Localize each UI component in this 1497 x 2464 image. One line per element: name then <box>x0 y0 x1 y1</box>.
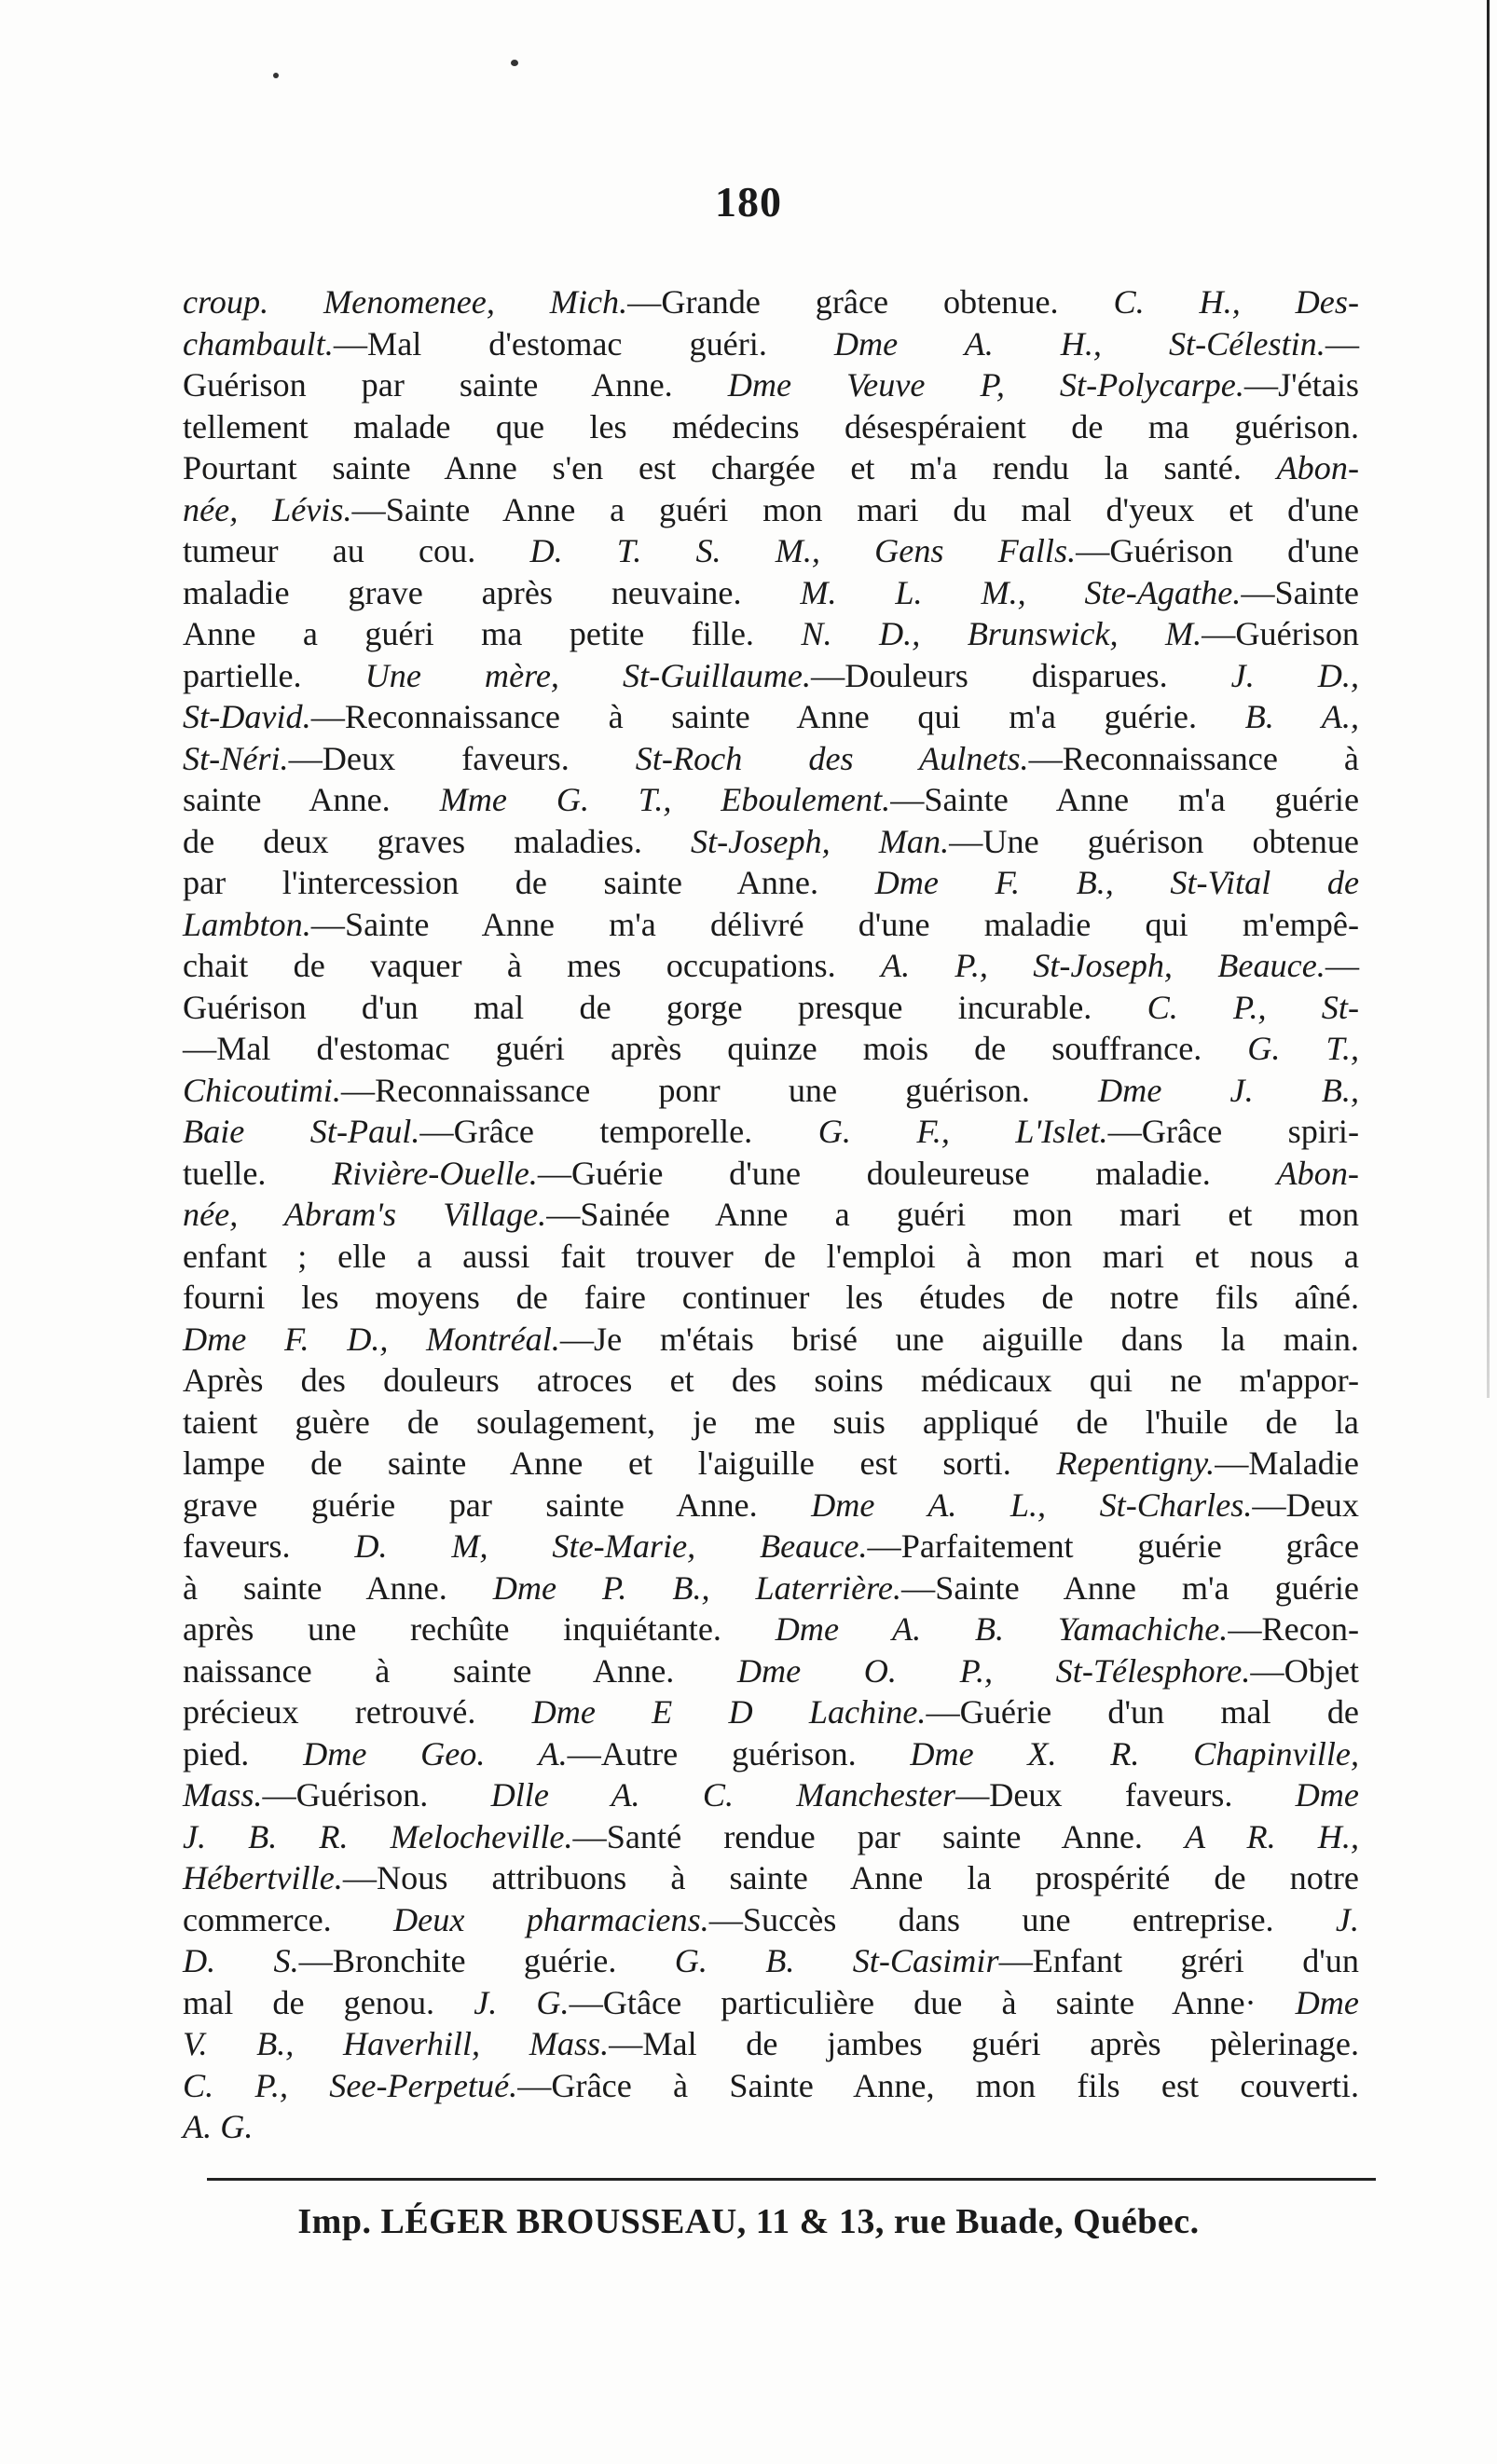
text-segment: — <box>1325 947 1359 984</box>
italic-name-segment: Dme X. R. Chapinville, <box>910 1734 1359 1773</box>
text-line <box>183 779 1359 821</box>
text-line <box>183 655 1359 697</box>
text-line <box>183 1319 1359 1361</box>
text-line <box>183 1028 1359 1070</box>
italic-name-segment: Dme <box>1295 1776 1359 1814</box>
text-segment: mal de genou. <box>183 1983 474 2021</box>
italic-name-segment: Une mère, St-Guillaume. <box>364 656 812 694</box>
italic-name-segment: J. B. R. Melocheville. <box>183 1817 573 1855</box>
text-segment: —Guérison d'une <box>1076 532 1360 569</box>
italic-name-segment: Lambton. <box>183 905 311 943</box>
italic-name-segment: St-Néri. <box>183 739 289 777</box>
italic-name-segment: Repentigny. <box>1056 1444 1215 1482</box>
text-line <box>183 1940 1359 1982</box>
text-line <box>183 1194 1359 1236</box>
italic-name-segment: Abon- <box>1276 1154 1359 1192</box>
text-segment: —Deux faveurs. <box>955 1776 1296 1814</box>
text-segment: —Grâce temporelle. <box>419 1113 818 1150</box>
italic-name-segment: Baie St-Paul. <box>183 1113 420 1150</box>
italic-name-segment: Dme F. B., St-Vital de <box>874 864 1360 901</box>
italic-name-segment: St-Roch des Aulnets. <box>635 739 1029 777</box>
text-segment: —Grande grâce obtenue. <box>627 283 1114 321</box>
text-line <box>183 1567 1359 1609</box>
text-line <box>183 1982 1359 2024</box>
text-segment: —Grâce à Sainte Anne, mon fils est couverti. <box>517 2066 1359 2104</box>
italic-name-segment: A R. H., <box>1185 1817 1359 1855</box>
italic-name-segment: A. P., St-Joseph, Beauce. <box>880 947 1325 984</box>
text-line <box>183 904 1359 946</box>
text-segment: —Autre guérison. <box>567 1734 911 1773</box>
testimonial-text-block <box>183 281 1359 2148</box>
text-segment: faveurs. <box>183 1527 355 1565</box>
text-segment: —Guérison. <box>262 1776 491 1814</box>
text-segment: lampe de sainte Anne et l'aiguille est sorti. <box>183 1444 1057 1482</box>
text-line <box>183 1070 1359 1112</box>
italic-name-segment: G. T., <box>1247 1030 1359 1067</box>
text-line <box>183 1526 1359 1567</box>
italic-name-segment: Dme F. D., Montréal. <box>183 1320 560 1358</box>
text-segment: naissance à sainte Anne. <box>183 1651 737 1690</box>
text-line <box>183 323 1359 365</box>
text-segment: par l'intercession de sainte Anne. <box>183 864 875 901</box>
italic-name-segment: Mass. <box>183 1776 263 1814</box>
printer-imprint: Imp. LÉGER BROUSSEAU, 11 & 13, rue Buade, Québec. <box>297 2202 1200 2241</box>
text-segment: à sainte Anne. <box>183 1568 493 1607</box>
text-segment: —Reconnaissance à <box>1028 739 1359 777</box>
italic-name-segment: Dlle A. C. Manchester <box>490 1776 956 1814</box>
text-line <box>183 1111 1359 1153</box>
text-segment: —Gtâce particulière due à sainte Anne· <box>569 1983 1296 2021</box>
text-line <box>183 696 1359 738</box>
text-line <box>183 2065 1359 2107</box>
italic-name-segment: C. H., Des- <box>1113 283 1359 321</box>
italic-name-segment: Dme Geo. A. <box>303 1734 568 1773</box>
italic-name-segment: C. P., See-Perpetué. <box>183 2066 518 2104</box>
text-segment: partielle. <box>183 656 365 694</box>
text-line <box>183 945 1359 987</box>
italic-name-segment: Abon- <box>1276 449 1359 486</box>
italic-name-segment: croup. Menomenee, Mich. <box>183 283 628 321</box>
page-number: 180 <box>715 178 782 226</box>
text-segment: pied. <box>183 1734 304 1773</box>
text-line <box>183 1691 1359 1733</box>
text-segment: —Maladie <box>1215 1444 1359 1482</box>
italic-name-segment: Dme O. P., St-Télesphore. <box>736 1651 1251 1690</box>
text-segment: —Guérison <box>1202 615 1360 652</box>
text-line <box>183 572 1359 614</box>
text-segment: —Sainte Anne m'a guérie <box>890 781 1360 818</box>
italic-name-segment: née, Lévis. <box>183 490 352 528</box>
text-line <box>183 613 1359 655</box>
text-segment: — <box>1325 324 1359 363</box>
text-line <box>183 1816 1359 1858</box>
text-segment: grave guérie par sainte Anne. <box>183 1485 812 1524</box>
text-line <box>183 2106 1359 2148</box>
text-segment: tellement malade que les médecins désespéraient de ma guérison. <box>183 407 1359 445</box>
scan-speck <box>273 73 279 78</box>
text-line <box>183 364 1359 406</box>
italic-name-segment: chambault. <box>183 324 334 363</box>
italic-name-segment: Dme Veuve P, St-Polycarpe. <box>727 366 1244 404</box>
text-segment: —Reconnaissance ponr une guérison. <box>340 1071 1099 1109</box>
text-segment: —Guérie d'une douleureuse maladie. <box>537 1154 1277 1192</box>
text-line <box>183 1608 1359 1650</box>
text-line <box>183 1774 1359 1816</box>
text-segment: —Grâce spiri- <box>1107 1113 1359 1150</box>
italic-name-segment: Rivière-Ouelle. <box>332 1154 538 1192</box>
italic-name-segment: J. <box>1335 1900 1360 1938</box>
text-segment: —Sainte <box>1241 573 1359 611</box>
text-segment: sainte Anne. <box>183 781 440 818</box>
text-line <box>183 2023 1359 2065</box>
text-segment: —Parfaitement guérie grâce <box>867 1527 1360 1565</box>
text-line <box>183 1277 1359 1319</box>
text-segment: —Une guérison obtenue <box>949 822 1359 860</box>
text-segment: —Sainte Anne m'a délivré d'une maladie qui m'empê- <box>310 905 1359 943</box>
text-segment: Après des douleurs atroces et des soins médicaux qui ne m'appor- <box>183 1362 1359 1399</box>
italic-name-segment: D. S. <box>183 1942 299 1979</box>
italic-name-segment: Hébertville. <box>183 1859 343 1896</box>
text-line <box>183 1402 1359 1444</box>
text-line <box>183 1360 1359 1402</box>
text-segment: —Douleurs disparues. <box>811 656 1231 694</box>
horizontal-rule <box>207 2178 1376 2181</box>
text-line <box>183 1857 1359 1899</box>
text-segment: —Sainte Anne m'a guérie <box>901 1568 1359 1607</box>
text-line <box>183 489 1359 531</box>
text-segment: Guérison par sainte Anne. <box>183 366 728 404</box>
text-line <box>183 406 1359 448</box>
italic-name-segment: St-Joseph, Man. <box>690 822 950 860</box>
text-line <box>183 1443 1359 1485</box>
text-segment: —Enfant gréri d'un <box>998 1942 1359 1979</box>
text-segment: —Mal d'estomac guéri après quinze mois de souffrance. <box>183 1030 1248 1067</box>
italic-name-segment: née, Abram's Village. <box>183 1196 547 1233</box>
scan-speck <box>511 60 518 66</box>
text-line <box>183 1153 1359 1195</box>
text-line <box>183 738 1359 780</box>
italic-name-segment: Chicoutimi. <box>183 1071 341 1109</box>
text-segment: fourni les moyens de faire continuer les études de notre fils aîné. <box>183 1279 1359 1316</box>
text-segment: taient guère de soulagement, je me suis appliqué de l'huile de la <box>183 1403 1359 1441</box>
text-segment: précieux retrouvé. <box>183 1693 532 1731</box>
text-segment: —Mal d'estomac guéri. <box>333 324 834 363</box>
italic-name-segment: Mme G. T., Eboulement. <box>439 781 891 818</box>
text-segment: —Guérie d'un mal de <box>926 1693 1359 1731</box>
text-segment: —Santé rendue par sainte Anne. <box>572 1817 1186 1855</box>
italic-name-segment: D. T. S. M., Gens Falls. <box>529 532 1077 569</box>
italic-name-segment: Dme P. B., Laterrière. <box>492 1568 902 1607</box>
text-segment: enfant ; elle a aussi fait trouver de l'emploi à mon mari et nous a <box>183 1237 1359 1275</box>
italic-name-segment: G. B. St-Casimir <box>674 1942 999 1979</box>
text-line <box>183 1650 1359 1692</box>
text-segment: Pourtant sainte Anne s'en est chargée et m'a rendu la santé. <box>183 449 1277 486</box>
italic-name-segment: D. M, Ste-Marie, Beauce. <box>354 1527 868 1565</box>
text-segment: tumeur au cou. <box>183 532 530 569</box>
text-segment: —Je m'étais brisé une aiguille dans la main. <box>559 1320 1359 1358</box>
italic-name-segment: B. A., <box>1244 698 1359 735</box>
text-line <box>183 530 1359 572</box>
italic-name-segment: A. G. <box>183 2108 254 2145</box>
text-segment: Anne a guéri ma petite fille. <box>183 615 802 652</box>
italic-name-segment: Dme A. H., St-Célestin. <box>833 324 1325 363</box>
italic-name-segment: J. G. <box>474 1983 570 2021</box>
text-segment: après une rechûte inquiétante. <box>183 1610 776 1648</box>
text-line <box>183 1899 1359 1941</box>
text-segment: —Deux <box>1252 1485 1359 1524</box>
italic-name-segment: Dme J. B., <box>1098 1071 1359 1109</box>
text-segment: —Recon- <box>1228 1610 1360 1648</box>
italic-name-segment: C. P., St- <box>1147 988 1359 1026</box>
text-line <box>183 821 1359 863</box>
text-line <box>183 1733 1359 1775</box>
text-segment: —Reconnaissance à sainte Anne qui m'a guérie. <box>310 698 1245 735</box>
text-segment: commerce. <box>183 1900 394 1938</box>
italic-name-segment: N. D., Brunswick, M. <box>801 615 1202 652</box>
italic-name-segment: Deux pharmaciens. <box>393 1900 709 1938</box>
text-line <box>183 862 1359 904</box>
italic-name-segment: Dme E D Lachine. <box>531 1693 927 1731</box>
text-segment: —Sainte Anne a guéri mon mari du mal d'yeux et d'une <box>351 490 1359 528</box>
italic-name-segment: Dme A. L., St-Charles. <box>811 1485 1253 1524</box>
text-line <box>183 1485 1359 1526</box>
text-segment: —Nous attribuons à sainte Anne la prospérité de notre <box>342 1859 1359 1896</box>
text-segment: Guérison d'un mal de gorge presque incurable. <box>183 988 1147 1026</box>
italic-name-segment: M. L. M., Ste-Agathe. <box>800 573 1242 611</box>
italic-name-segment: Dme A. B. Yamachiche. <box>775 1610 1229 1648</box>
text-segment: —Objet <box>1250 1651 1359 1690</box>
text-segment: —Succès dans une entreprise. <box>708 1900 1336 1938</box>
text-line <box>183 281 1359 323</box>
italic-name-segment: Dme <box>1295 1983 1359 2021</box>
text-segment: —Bronchite guérie. <box>298 1942 675 1979</box>
text-segment: de deux graves maladies. <box>183 822 691 860</box>
text-line <box>183 987 1359 1029</box>
text-segment: chait de vaquer à mes occupations. <box>183 947 881 984</box>
text-segment: —Sainée Anne a guéri mon mari et mon <box>546 1196 1359 1233</box>
text-segment: —J'étais <box>1243 366 1359 404</box>
italic-name-segment: J. D., <box>1230 656 1360 694</box>
italic-name-segment: G. F., L'Islet. <box>817 1113 1108 1150</box>
italic-name-segment: V. B., Haverhill, Mass. <box>183 2025 610 2062</box>
text-line <box>183 447 1359 489</box>
text-line <box>183 1236 1359 1278</box>
text-segment: —Deux faveurs. <box>288 739 636 777</box>
text-segment: —Mal de jambes guéri après pèlerinage. <box>609 2025 1359 2062</box>
text-segment: tuelle. <box>183 1154 333 1192</box>
text-segment: maladie grave après neuvaine. <box>183 573 801 611</box>
italic-name-segment: St-David. <box>183 698 311 735</box>
